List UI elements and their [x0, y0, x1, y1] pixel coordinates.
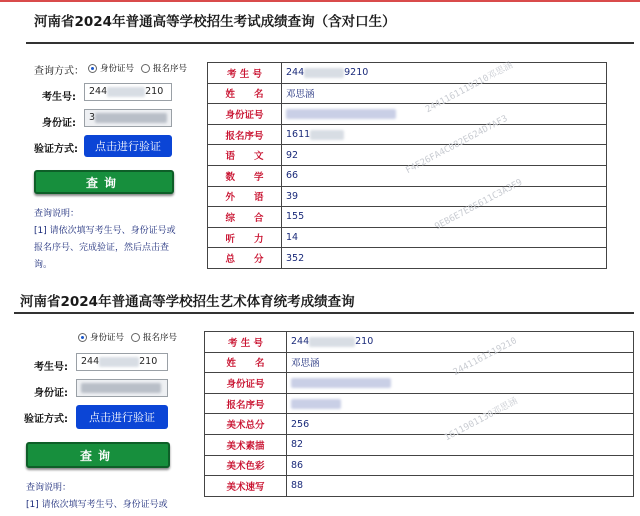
exam-no-tail: 210 — [139, 356, 158, 367]
result-value: 92 — [282, 145, 607, 166]
table-row — [208, 227, 607, 248]
exam-no-input[interactable] — [84, 83, 172, 101]
exam-no-input[interactable] — [76, 353, 168, 371]
query-notes — [26, 480, 186, 514]
radio-registration-number[interactable] — [141, 64, 150, 73]
result-value: 86 — [287, 455, 634, 476]
table-row — [208, 83, 607, 104]
result-key: 数 学 — [208, 165, 282, 186]
exam-no-label: 考生号: — [34, 362, 68, 373]
table-row — [208, 165, 607, 186]
exam-no-value: 244 — [89, 86, 108, 97]
result-value: 256 — [287, 414, 634, 435]
query-button[interactable]: 查询 — [34, 170, 174, 194]
table-row — [205, 434, 634, 455]
result-key: 身份证号 — [205, 373, 287, 394]
query-mode-radios — [78, 331, 181, 343]
page-title: 河南省2024年普通高等学校招生考试成绩查询（含对口生） — [34, 14, 396, 30]
redacted-mark — [81, 383, 161, 393]
result-value — [282, 104, 607, 125]
query-mode-label: 查询方式： — [34, 66, 84, 77]
result-key: 身份证号 — [208, 104, 282, 125]
table-row — [208, 145, 607, 166]
result-value: 155 — [282, 207, 607, 228]
note-line: 询。 — [34, 260, 53, 270]
table-row — [205, 373, 634, 394]
watermark: 1611901130邓思涵 — [443, 396, 520, 444]
table-row — [205, 332, 634, 353]
watermark: 2441161119210邓思涵 — [424, 60, 515, 116]
result-key: 考 生 号 — [208, 63, 282, 84]
query-notes — [34, 206, 184, 274]
result-key: 姓 名 — [208, 83, 282, 104]
result-key: 报名序号 — [208, 124, 282, 145]
radio-id-number[interactable] — [88, 64, 97, 73]
table-row — [205, 352, 634, 373]
result-value: 352 — [282, 248, 607, 269]
result-value: 244 9210 — [282, 63, 607, 84]
watermark: 9EB6E7E8E611C3A3F9 — [433, 177, 525, 233]
result-key: 外 语 — [208, 186, 282, 207]
id-label: 身份证: — [34, 388, 68, 399]
id-label: 身份证: — [42, 118, 76, 129]
radio-id-number-label: 身份证号 — [90, 333, 125, 343]
table-row — [208, 248, 607, 269]
result-key: 语 文 — [208, 145, 282, 166]
verify-label: 验证方式: — [34, 144, 78, 155]
redacted-mark — [107, 87, 145, 97]
result-value: 1611 — [282, 124, 607, 145]
result-value — [287, 393, 634, 414]
radio-id-number[interactable] — [78, 333, 87, 342]
id-value: 3 — [89, 112, 96, 123]
verify-button[interactable]: 点击进行验证 — [76, 405, 168, 429]
result-key: 听 力 — [208, 227, 282, 248]
watermark: 2441161119210 — [451, 336, 519, 378]
note-line: [1] 请依次填写考生号、身份证号或 — [34, 226, 176, 236]
radio-registration-number[interactable] — [131, 333, 140, 342]
title-divider — [26, 42, 634, 44]
exam-no-label: 考生号: — [42, 92, 76, 103]
result-value: 39 — [282, 186, 607, 207]
query-mode-radios — [88, 62, 191, 74]
table-row — [205, 414, 634, 435]
note-line: 查询说明： — [34, 209, 80, 219]
table-row — [208, 63, 607, 84]
radio-registration-number-label: 报名序号 — [143, 333, 178, 343]
verify-button[interactable]: 点击进行验证 — [84, 135, 172, 157]
table-row — [208, 104, 607, 125]
art-sports-section — [0, 282, 640, 516]
exam-no-value: 244 — [81, 356, 100, 367]
result-key: 总 分 — [208, 248, 282, 269]
table-row — [205, 455, 634, 476]
exam-no-tail: 210 — [145, 86, 164, 97]
verify-label: 验证方式: — [24, 414, 68, 425]
result-key: 美术素描 — [205, 434, 287, 455]
redacted-mark — [95, 113, 167, 123]
redacted-mark — [99, 357, 139, 367]
query-button[interactable]: 查询 — [26, 442, 170, 468]
result-key: 综 合 — [208, 207, 282, 228]
result-key: 报名序号 — [205, 393, 287, 414]
result-key: 考 生 号 — [205, 332, 287, 353]
note-line: 报名序号、完成验证，然后点击查 — [34, 243, 170, 253]
table-row — [208, 207, 607, 228]
result-value: 66 — [282, 165, 607, 186]
page-title: 河南省2024年普通高等学校招生艺术体育统考成绩查询 — [20, 294, 355, 310]
result-value: 邓思涵 — [282, 83, 607, 104]
table-row — [205, 393, 634, 414]
art-results-table — [204, 331, 634, 497]
id-input[interactable] — [76, 379, 168, 397]
result-value: 82 — [287, 434, 634, 455]
watermark: F4F26FA4C082E624D7AF3 — [404, 113, 510, 177]
table-row — [208, 186, 607, 207]
result-value — [287, 373, 634, 394]
radio-registration-number-label: 报名序号 — [153, 64, 188, 74]
result-key: 姓 名 — [205, 352, 287, 373]
id-input[interactable] — [84, 109, 172, 127]
exam-results-table — [207, 62, 607, 269]
result-key: 美术速写 — [205, 476, 287, 497]
title-divider — [14, 312, 634, 314]
result-value: 14 — [282, 227, 607, 248]
table-row — [205, 476, 634, 497]
note-line: [1] 请依次填写考生号、身份证号或 — [26, 500, 168, 510]
result-value: 88 — [287, 476, 634, 497]
note-line: 查询说明： — [26, 483, 72, 493]
result-value: 邓思涵 — [287, 352, 634, 373]
result-value: 244 210 — [287, 332, 634, 353]
result-key: 美术总分 — [205, 414, 287, 435]
result-key: 美术色彩 — [205, 455, 287, 476]
table-row — [208, 124, 607, 145]
radio-id-number-label: 身份证号 — [100, 64, 135, 74]
